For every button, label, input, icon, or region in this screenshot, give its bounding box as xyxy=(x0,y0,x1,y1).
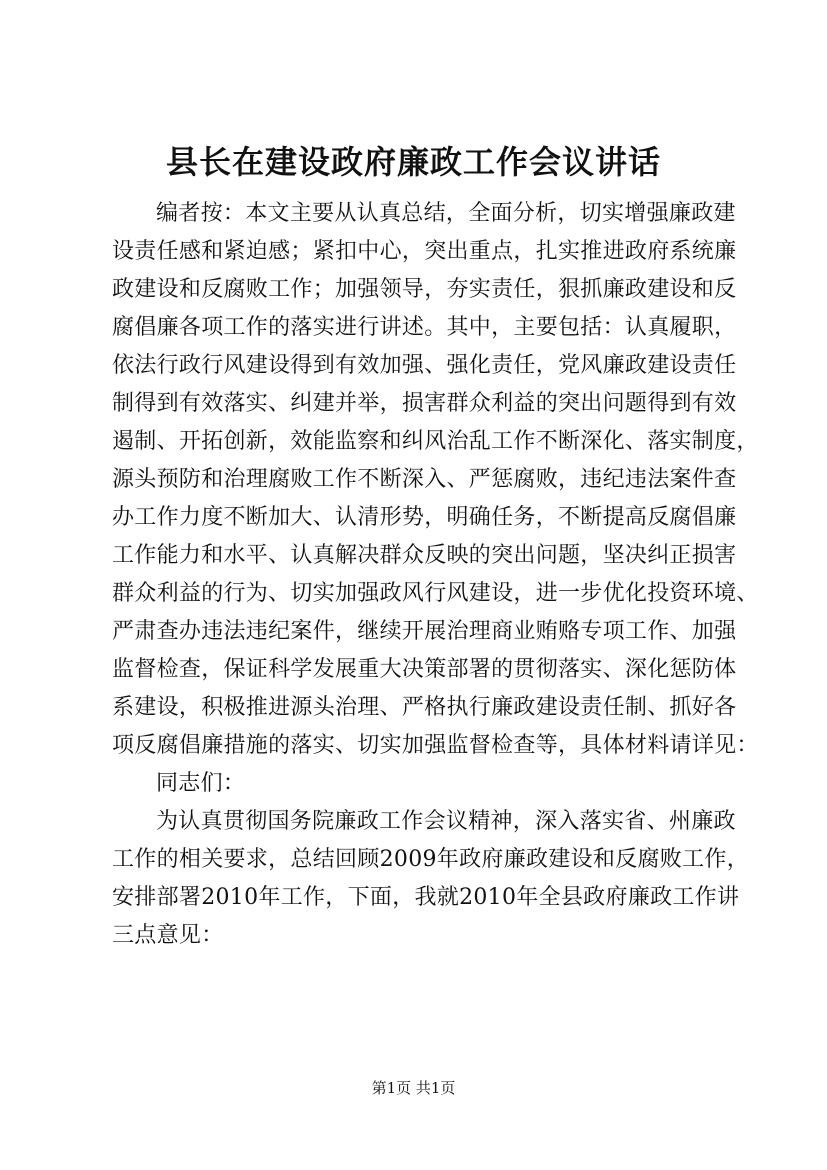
document-body xyxy=(112,195,759,955)
paragraph-line: 依法行政行风建设得到有效加强、强化责任，党风廉政建设责任 xyxy=(112,353,737,378)
document-title: 县长在建设政府廉政工作会议讲话 xyxy=(165,143,661,181)
paragraph-line: 源头预防和治理腐败工作不断深入、严惩腐败，违纪违法案件查 xyxy=(112,467,737,492)
page-footer: 第1页 共1页 xyxy=(371,1079,456,1097)
paragraph-line: 腐倡廉各项工作的落实进行讲述。其中，主要包括：认真履职， xyxy=(112,315,737,340)
paragraph-line: 工作能力和水平、认真解决群众反映的突出问题，坚决纠正损害 xyxy=(112,543,737,568)
salutation-line: 同志们： xyxy=(156,771,246,796)
paragraph-line: 办工作力度不断加大、认清形势，明确任务，不断提高反腐倡廉 xyxy=(112,505,737,530)
paragraph-line: 编者按：本文主要从认真总结，全面分析，切实增强廉政建 xyxy=(156,201,736,226)
paragraph-line: 工作的相关要求，总结回顾2009年政府廉政建设和反腐败工作， xyxy=(112,847,749,872)
paragraph-line: 政建设和反腐败工作；加强领导，夯实责任，狠抓廉政建设和反 xyxy=(112,277,737,302)
paragraph-line: 监督检查，保证科学发展重大决策部署的贯彻落实、深化惩防体 xyxy=(112,657,737,682)
paragraph-line: 安排部署2010年工作，下面，我就2010年全县政府廉政工作讲 xyxy=(112,885,740,910)
paragraph-line: 项反腐倡廉措施的落实、切实加强监督检查等，具体材料请详见： xyxy=(112,733,759,758)
paragraph-line: 系建设，积极推进源头治理、严格执行廉政建设责任制、抓好各 xyxy=(112,695,737,720)
paragraph-line: 制得到有效落实、纠建并举，损害群众利益的突出问题得到有效 xyxy=(112,391,737,416)
paragraph-line: 三点意见： xyxy=(112,923,224,948)
paragraph-line: 为认真贯彻国务院廉政工作会议精神，深入落实省、州廉政 xyxy=(156,809,736,834)
paragraph-line: 严肃查办违法违纪案件，继续开展治理商业贿赂专项工作、加强 xyxy=(112,619,737,644)
paragraph-line: 设责任感和紧迫感；紧扣中心，突出重点，扎实推进政府系统廉 xyxy=(112,239,737,264)
paragraph-line: 遏制、开拓创新，效能监察和纠风治乱工作不断深化、落实制度， xyxy=(112,429,759,454)
paragraph-line: 群众利益的行为、切实加强政风行风建设，进一步优化投资环境、 xyxy=(112,581,759,606)
